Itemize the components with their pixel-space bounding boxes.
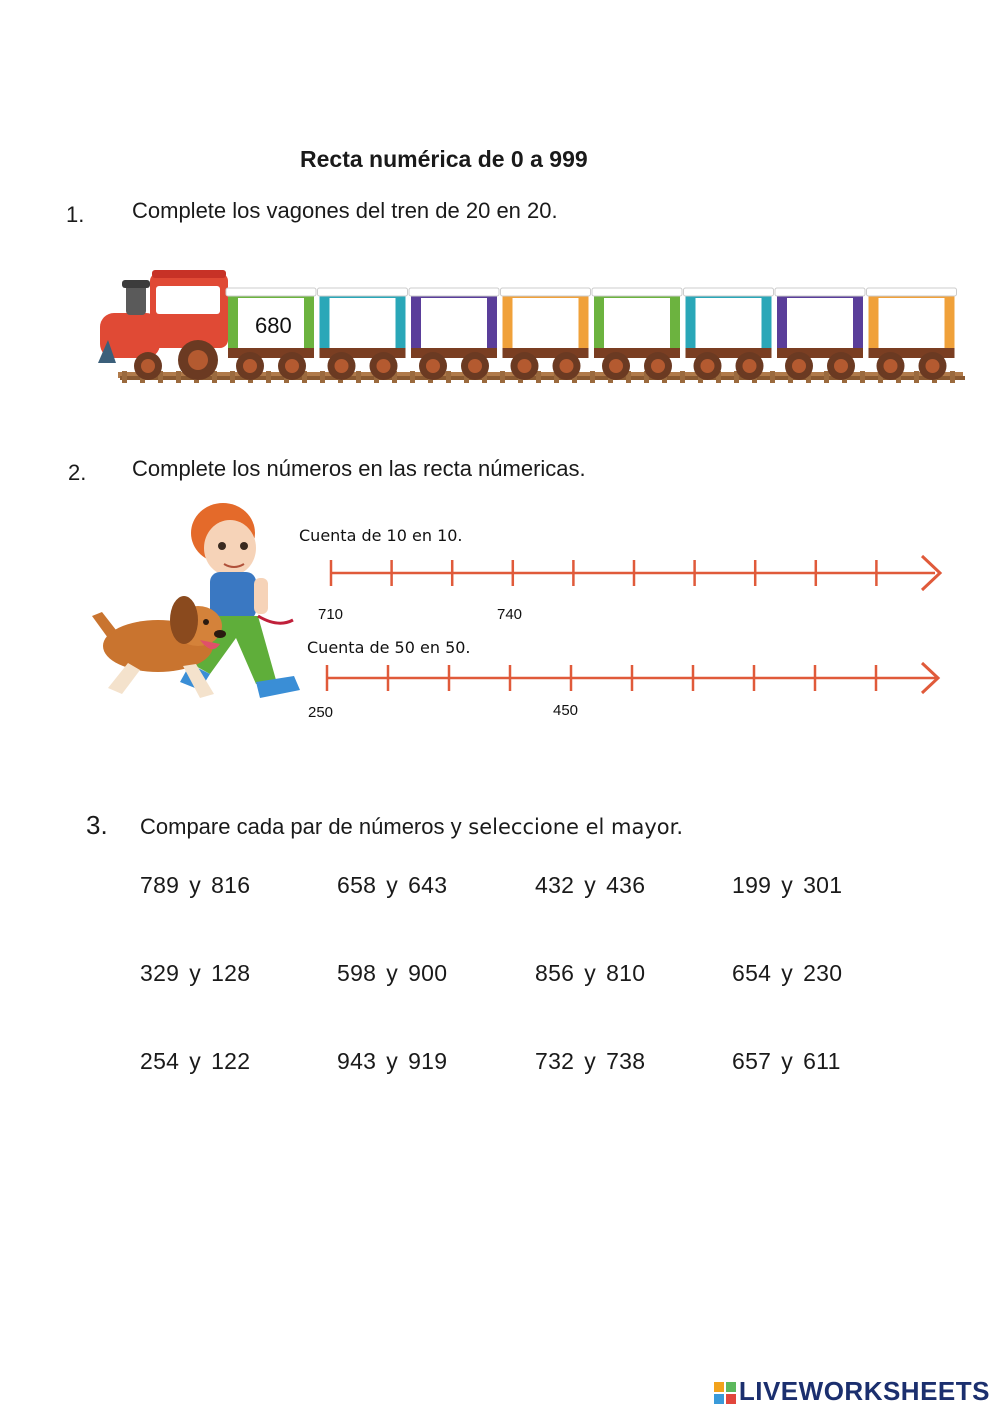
- number-line-2-tick-label-2: 450: [553, 702, 579, 719]
- pair-number-b[interactable]: 816: [211, 872, 251, 898]
- pair-connector: y: [386, 960, 399, 986]
- pair-number-b[interactable]: 738: [606, 1048, 646, 1074]
- pair-number-b[interactable]: 436: [606, 872, 646, 898]
- pair-number-b[interactable]: 128: [211, 960, 251, 986]
- number-line-1-tick-label-1: 710: [318, 606, 344, 623]
- pair-connector: y: [584, 960, 597, 986]
- pair-number-b[interactable]: 301: [803, 872, 843, 898]
- boy-and-dog-illustration: [88, 498, 308, 716]
- train-engine: [98, 270, 228, 380]
- question-1-number: 1.: [66, 202, 85, 227]
- wagon-1-value: 680: [255, 313, 292, 338]
- pair-connector: y: [189, 960, 202, 986]
- train-wagon: [867, 288, 957, 380]
- pair-number-b[interactable]: 230: [803, 960, 843, 986]
- pair-number-b[interactable]: 122: [211, 1048, 251, 1074]
- pair-number-a[interactable]: 657: [732, 1048, 772, 1074]
- number-pair: [140, 1048, 250, 1075]
- pair-number-a[interactable]: 199: [732, 872, 772, 898]
- pair-number-a[interactable]: 732: [535, 1048, 575, 1074]
- pair-number-b[interactable]: 900: [408, 960, 448, 986]
- pair-number-b[interactable]: 810: [606, 960, 646, 986]
- question-3-text: Compare cada par de números y seleccione el mayor.: [140, 814, 684, 839]
- number-pair: [140, 872, 250, 899]
- pair-connector: y: [189, 1048, 202, 1074]
- pair-number-a[interactable]: 254: [140, 1048, 180, 1074]
- pair-number-a[interactable]: 789: [140, 872, 180, 898]
- number-pair: [337, 960, 447, 987]
- question-2-number: 2.: [68, 460, 87, 485]
- number-pair: [337, 1048, 447, 1075]
- pair-number-a[interactable]: 329: [140, 960, 180, 986]
- train-wagon: [592, 288, 682, 380]
- pair-connector: y: [584, 1048, 597, 1074]
- pair-connector: y: [781, 872, 794, 898]
- pair-connector: y: [386, 872, 399, 898]
- pair-number-a[interactable]: 654: [732, 960, 772, 986]
- number-line-2-label: Cuenta de 50 en 50.: [307, 638, 471, 657]
- question-1-text: Complete los vagones del tren de 20 en 20.: [132, 198, 558, 223]
- train-wagon: [684, 288, 774, 380]
- number-pair: [732, 1048, 841, 1075]
- number-pair: [535, 1048, 645, 1075]
- number-pair: [535, 960, 645, 987]
- pair-number-a[interactable]: 658: [337, 872, 377, 898]
- train-wagon: [775, 288, 865, 380]
- pair-number-b[interactable]: 611: [803, 1048, 841, 1074]
- number-line-2-tick-label-1: 250: [308, 704, 334, 721]
- pair-connector: y: [386, 1048, 399, 1074]
- brand-mark-icon: [714, 1382, 736, 1404]
- pair-number-a[interactable]: 598: [337, 960, 377, 986]
- train-wagon: [318, 288, 408, 380]
- number-pair: [732, 960, 842, 987]
- number-pair: [140, 960, 250, 987]
- train-wagon: [501, 288, 591, 380]
- number-pair: [732, 872, 842, 899]
- pair-number-b[interactable]: 919: [408, 1048, 448, 1074]
- pair-connector: y: [189, 872, 202, 898]
- brand-logo: LIVEWORKSHEETS: [714, 1376, 990, 1407]
- train-wagon: [409, 288, 499, 380]
- number-pair: [337, 872, 447, 899]
- pair-number-a[interactable]: 943: [337, 1048, 377, 1074]
- number-pair: [535, 872, 645, 899]
- pair-connector: y: [781, 960, 794, 986]
- page-title: Recta numérica de 0 a 999: [300, 146, 588, 172]
- number-line-1-label: Cuenta de 10 en 10.: [299, 526, 463, 545]
- pair-number-a[interactable]: 432: [535, 872, 575, 898]
- question-2-text: Complete los números en las recta númericas.: [132, 456, 586, 481]
- pair-number-a[interactable]: 856: [535, 960, 575, 986]
- number-line-1: [320, 548, 950, 598]
- pair-connector: y: [584, 872, 597, 898]
- train-illustration: [90, 268, 970, 393]
- number-line-1-tick-label-2: 740: [497, 606, 523, 623]
- question-3-number: 3.: [86, 810, 108, 840]
- pair-number-b[interactable]: 643: [408, 872, 448, 898]
- pair-connector: y: [781, 1048, 794, 1074]
- number-line-2: [316, 654, 950, 704]
